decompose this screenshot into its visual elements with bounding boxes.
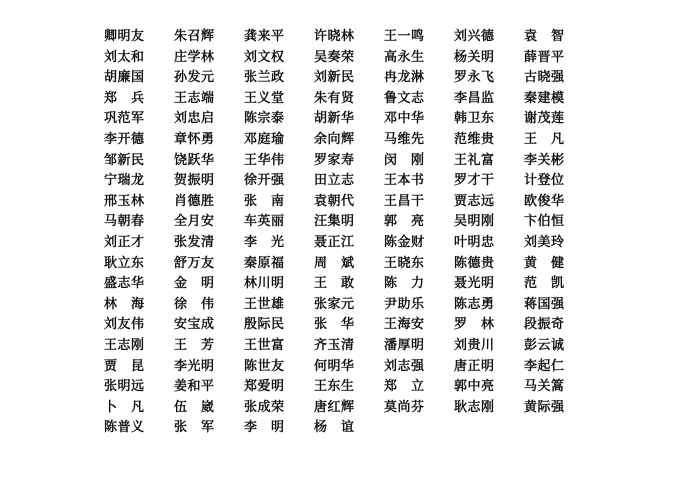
person-name: 贾 昆 bbox=[104, 358, 145, 374]
person-name: 马朝春 bbox=[104, 214, 145, 230]
person-name: 叶明忠 bbox=[454, 234, 495, 250]
person-name: 卞伯恒 bbox=[524, 214, 565, 230]
person-name: 罗才干 bbox=[454, 173, 495, 189]
person-name: 秦原福 bbox=[244, 255, 285, 271]
person-name: 范维贵 bbox=[454, 131, 495, 147]
person-name: 谢茂莲 bbox=[524, 111, 565, 127]
person-name: 张家元 bbox=[314, 296, 355, 312]
person-name: 刘正才 bbox=[104, 234, 145, 250]
person-name: 唐正明 bbox=[454, 358, 495, 374]
person-name: 何明华 bbox=[314, 358, 355, 374]
person-name: 张成荣 bbox=[244, 399, 285, 415]
person-name: 庄学林 bbox=[174, 49, 215, 65]
person-name: 袁朝代 bbox=[314, 193, 355, 209]
person-name: 聂正江 bbox=[314, 234, 355, 250]
person-name: 王礼富 bbox=[454, 152, 495, 168]
person-name: 盛志华 bbox=[104, 276, 145, 292]
person-name: 刘美玲 bbox=[524, 234, 565, 250]
person-name: 徐 伟 bbox=[174, 296, 215, 312]
person-name: 伍 崴 bbox=[174, 399, 215, 415]
person-name: 潘厚明 bbox=[384, 337, 425, 353]
person-name: 龚来平 bbox=[244, 29, 285, 44]
person-name: 闵 刚 bbox=[384, 152, 425, 168]
person-name: 陈志勇 bbox=[454, 296, 495, 312]
person-name: 朱召辉 bbox=[174, 29, 215, 44]
person-name: 高永生 bbox=[384, 49, 425, 65]
person-name: 古晓强 bbox=[524, 70, 565, 86]
person-name: 王志端 bbox=[174, 90, 215, 106]
person-name: 章怀勇 bbox=[174, 131, 215, 147]
person-name: 刘友伟 bbox=[104, 317, 145, 333]
person-name: 王志刚 bbox=[104, 337, 145, 353]
person-name: 吴明刚 bbox=[454, 214, 495, 230]
person-name: 王世富 bbox=[244, 337, 285, 353]
person-name: 杨关明 bbox=[454, 49, 495, 65]
person-name: 刘兴德 bbox=[454, 29, 495, 44]
person-name: 彭云诚 bbox=[524, 337, 565, 353]
person-name: 莫尚芬 bbox=[384, 399, 425, 415]
person-name: 计登位 bbox=[524, 173, 565, 189]
person-name: 陈 力 bbox=[384, 276, 425, 292]
person-name: 邓庭瑜 bbox=[244, 131, 285, 147]
person-name: 王 敢 bbox=[314, 276, 355, 292]
person-name: 王东生 bbox=[314, 379, 355, 395]
person-name: 张 南 bbox=[244, 193, 285, 209]
person-name: 马维先 bbox=[384, 131, 425, 147]
person-name: 田立志 bbox=[314, 173, 355, 189]
person-name: 罗家寿 bbox=[314, 152, 355, 168]
person-name: 秦建模 bbox=[524, 90, 565, 106]
person-name: 耿立东 bbox=[104, 255, 145, 271]
person-name: 肖德胜 bbox=[174, 193, 215, 209]
person-name: 陈世友 bbox=[244, 358, 285, 374]
person-name: 李起仁 bbox=[524, 358, 565, 374]
person-name: 汪集明 bbox=[314, 214, 355, 230]
person-name: 胡新华 bbox=[314, 111, 355, 127]
person-name: 刘文权 bbox=[244, 49, 285, 65]
person-name: 陈德贵 bbox=[454, 255, 495, 271]
person-name: 贺振明 bbox=[174, 173, 215, 189]
person-name: 张 华 bbox=[314, 317, 355, 333]
person-name: 卿明友 bbox=[104, 29, 145, 44]
person-name: 鲁文志 bbox=[384, 90, 425, 106]
person-name: 段振奇 bbox=[524, 317, 565, 333]
person-name: 李 明 bbox=[244, 420, 285, 436]
person-name: 朱有贤 bbox=[314, 90, 355, 106]
person-name: 王世雄 bbox=[244, 296, 285, 312]
person-name: 王 芳 bbox=[174, 337, 215, 353]
person-name: 饶跃华 bbox=[174, 152, 215, 168]
person-name: 欧俊华 bbox=[524, 193, 565, 209]
person-name: 周 斌 bbox=[314, 255, 355, 271]
person-name: 王一鸣 bbox=[384, 29, 425, 44]
person-name: 陈普义 bbox=[104, 420, 145, 436]
person-name: 许晓林 bbox=[314, 29, 355, 44]
person-name: 舒万友 bbox=[174, 255, 215, 271]
person-name: 王海安 bbox=[384, 317, 425, 333]
person-name: 王 凡 bbox=[524, 131, 565, 147]
person-name: 郑 立 bbox=[384, 379, 425, 395]
person-name: 尹助乐 bbox=[384, 296, 425, 312]
person-name: 王晓东 bbox=[384, 255, 425, 271]
person-name: 郭 亮 bbox=[384, 214, 425, 230]
person-name: 张兰政 bbox=[244, 70, 285, 86]
person-name: 车英丽 bbox=[244, 214, 285, 230]
person-name: 林 海 bbox=[104, 296, 145, 312]
person-name: 齐玉清 bbox=[314, 337, 355, 353]
person-name: 聂光明 bbox=[454, 276, 495, 292]
person-name: 郑 兵 bbox=[104, 90, 145, 106]
person-name: 黄 健 bbox=[524, 255, 565, 271]
person-name: 薛晋平 bbox=[524, 49, 565, 65]
person-name: 王义堂 bbox=[244, 90, 285, 106]
person-name: 邹新民 bbox=[104, 152, 145, 168]
person-name: 殷际民 bbox=[244, 317, 285, 333]
person-name: 陈金财 bbox=[384, 234, 425, 250]
person-name: 蒋国强 bbox=[524, 296, 565, 312]
person-name: 张明远 bbox=[104, 379, 145, 395]
person-name: 全月安 bbox=[174, 214, 215, 230]
person-name: 郭中亮 bbox=[454, 379, 495, 395]
person-name: 冉龙淋 bbox=[384, 70, 425, 86]
name-list-grid bbox=[104, 27, 594, 439]
person-name: 邢玉林 bbox=[104, 193, 145, 209]
person-name: 余向辉 bbox=[314, 131, 355, 147]
person-name: 刘贵川 bbox=[454, 337, 495, 353]
person-name: 李开德 bbox=[104, 131, 145, 147]
person-name: 耿志刚 bbox=[454, 399, 495, 415]
person-name: 张 军 bbox=[174, 420, 215, 436]
person-name: 孙发元 bbox=[174, 70, 215, 86]
person-name: 邓中华 bbox=[384, 111, 425, 127]
person-name: 刘新民 bbox=[314, 70, 355, 86]
person-name: 刘太和 bbox=[104, 49, 145, 65]
person-name: 黄际强 bbox=[524, 399, 565, 415]
person-name: 安宝成 bbox=[174, 317, 215, 333]
person-name: 范 凯 bbox=[524, 276, 565, 292]
person-name: 王华伟 bbox=[244, 152, 285, 168]
person-name: 李光明 bbox=[174, 358, 215, 374]
person-name: 金 明 bbox=[174, 276, 215, 292]
person-name: 王昌干 bbox=[384, 193, 425, 209]
person-name: 吴奏荣 bbox=[314, 49, 355, 65]
person-name: 姜和平 bbox=[174, 379, 215, 395]
person-name: 罗永飞 bbox=[454, 70, 495, 86]
person-name: 刘忠启 bbox=[174, 111, 215, 127]
person-name: 韩卫东 bbox=[454, 111, 495, 127]
person-name: 巩范军 bbox=[104, 111, 145, 127]
person-name: 王本书 bbox=[384, 173, 425, 189]
person-name: 李昌监 bbox=[454, 90, 495, 106]
person-name: 卜 凡 bbox=[104, 399, 145, 415]
person-name: 张发清 bbox=[174, 234, 215, 250]
person-name: 陈宗泰 bbox=[244, 111, 285, 127]
person-name: 林川明 bbox=[244, 276, 285, 292]
person-name: 徐开强 bbox=[244, 173, 285, 189]
person-name: 宁瑞龙 bbox=[104, 173, 145, 189]
person-name: 马关篙 bbox=[524, 379, 565, 395]
person-name: 郑爱明 bbox=[244, 379, 285, 395]
person-name: 李关彬 bbox=[524, 152, 565, 168]
person-name: 贾志远 bbox=[454, 193, 495, 209]
person-name: 李 光 bbox=[244, 234, 285, 250]
person-name: 唐红辉 bbox=[314, 399, 355, 415]
person-name: 刘志强 bbox=[384, 358, 425, 374]
person-name: 杨 谊 bbox=[314, 420, 355, 436]
person-name: 袁 智 bbox=[524, 29, 565, 44]
person-name: 胡廉国 bbox=[104, 70, 145, 86]
person-name: 罗 林 bbox=[454, 317, 495, 333]
